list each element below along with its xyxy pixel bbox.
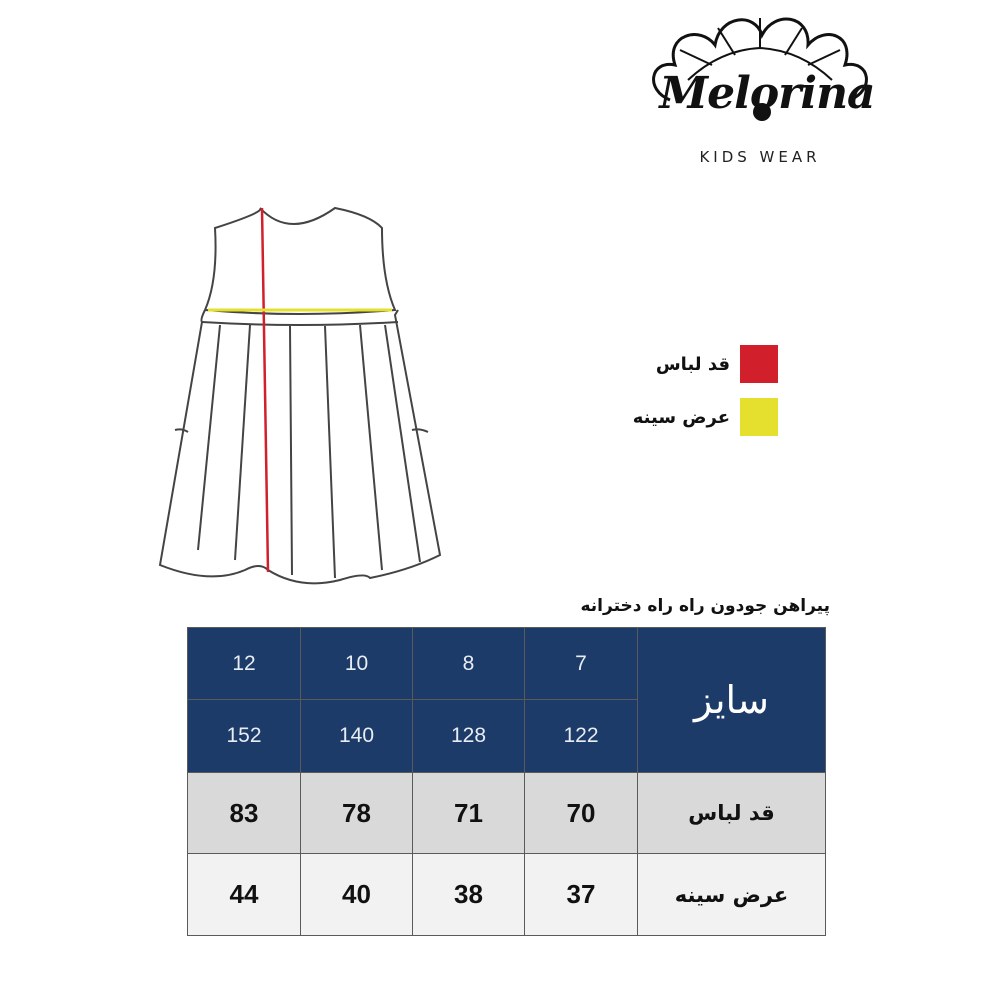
value-cell: 83 <box>188 773 301 854</box>
brand-name: Melorina <box>659 68 875 119</box>
table-row-length <box>188 773 826 854</box>
table-row-chest <box>188 854 826 936</box>
legend-item-length <box>656 345 778 383</box>
size-header: سایز <box>638 628 826 773</box>
height-cell: 140 <box>301 700 413 773</box>
table-row-sizes <box>188 628 826 700</box>
height-cell: 122 <box>525 700 638 773</box>
row-label: قد لباس <box>638 773 826 854</box>
value-cell: 44 <box>188 854 301 936</box>
size-cell: 12 <box>188 628 301 700</box>
size-cell: 7 <box>525 628 638 700</box>
dress-illustration <box>150 200 450 600</box>
height-cell: 152 <box>188 700 301 773</box>
row-label: عرض سینه <box>638 854 826 936</box>
legend-swatch-yellow <box>740 398 778 436</box>
legend-swatch-red <box>740 345 778 383</box>
value-cell: 38 <box>413 854 525 936</box>
value-cell: 40 <box>301 854 413 936</box>
legend-label-length: قد لباس <box>655 353 730 375</box>
value-cell: 78 <box>301 773 413 854</box>
legend-label-chest: عرض سینه <box>632 406 730 428</box>
value-cell: 70 <box>525 773 638 854</box>
length-marker <box>262 208 268 572</box>
value-cell: 71 <box>413 773 525 854</box>
height-cell: 128 <box>413 700 525 773</box>
size-cell: 8 <box>413 628 525 700</box>
brand-tagline: KIDS WEAR <box>699 148 821 166</box>
size-cell: 10 <box>301 628 413 700</box>
brand-logo <box>640 10 880 166</box>
table-title: پیراهن جودون راه راه دخترانه <box>580 596 830 616</box>
legend-item-chest <box>633 398 778 436</box>
size-table <box>187 627 826 936</box>
value-cell: 37 <box>525 854 638 936</box>
